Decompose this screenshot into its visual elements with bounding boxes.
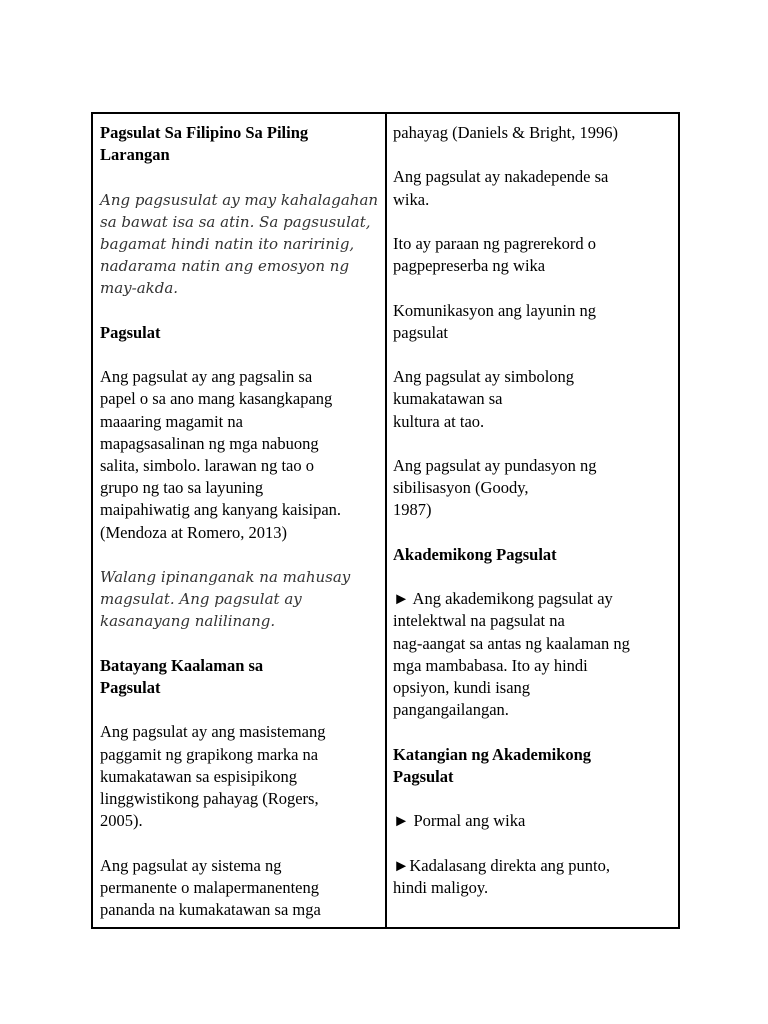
pormal-bullet: ► Pormal ang wika bbox=[393, 811, 526, 831]
nakadepende-paragraph: Ang pagsulat ay nakadepende sa wika. bbox=[393, 167, 609, 209]
heading-batayang-kaalaman: Batayang Kaalaman sa Pagsulat bbox=[100, 655, 264, 697]
left-column bbox=[93, 114, 387, 927]
pagrerekord-paragraph: Ito ay paraan ng pagrerekord o pagpepreserba ng wika bbox=[393, 233, 596, 276]
kadalasang-bullet: ►Kadalasang direkta ang punto, hindi maligoy. bbox=[393, 855, 611, 897]
right-column bbox=[387, 114, 678, 927]
heading-katangian: Katangian ng Akademikong Pagsulat bbox=[393, 744, 592, 786]
sistema-paragraph: Ang pagsulat ay sistema ng permanente o malapermanenteng pananda na kumakatawan sa mga bbox=[100, 855, 321, 919]
simbolo-paragraph: Ang pagsulat ay simbolong kumakatawan sa kultura at tao. bbox=[393, 367, 575, 431]
daniels-paragraph: pahayag (Daniels & Bright, 1996) bbox=[393, 123, 618, 142]
definition-paragraph: Ang pagsulat ay ang pagsalin sa papel o sa ano mang kasangkapang maaaring magamit na mapagsasalinan ng mga nabuong salita, simbolo. larawan ng tao o grupo ng tao sa layuning maipahiwatig ang kanyang kaisipan. (Mendoza at Romero, 2013) bbox=[100, 367, 342, 542]
heading-akademikong-pagsulat: Akademikong Pagsulat bbox=[393, 544, 557, 564]
heading-pagsulat: Pagsulat bbox=[100, 322, 161, 342]
akademiko-paragraph: ► Ang akademikong pagsulat ay intelektwal na pagsulat na nag-aangat sa antas ng kaalaman ng mga mambabasa. Ito ay hindi opsiyon, kundi isang pangangailangan. bbox=[393, 589, 630, 720]
quote-paragraph: Walang ipinanganak na mahusay magsulat. Ang pagsulat ay kasanayang nalilinang. bbox=[100, 568, 351, 631]
pundasyon-paragraph: Ang pagsulat ay pundasyon ng sibilisasyon (Goody, 1987) bbox=[393, 455, 597, 520]
rogers-paragraph: Ang pagsulat ay ang masistemang paggamit ng grapikong marka na kumakatawan sa espisipikong linggwistikong pahayag (Rogers, 2005). bbox=[100, 722, 326, 831]
document-title: Pagsulat Sa Filipino Sa Piling Larangan bbox=[100, 123, 309, 165]
intro-paragraph: Ang pagsusulat ay may kahalagahan sa bawat isa sa atin. Sa pagsusulat, bagamat hindi natin ito naririnig, nadarama natin ang emosyon ng may-akda. bbox=[100, 190, 379, 298]
komunikasyon-paragraph: Komunikasyon ang layunin ng pagsulat bbox=[393, 300, 597, 342]
two-column-table bbox=[91, 112, 680, 929]
